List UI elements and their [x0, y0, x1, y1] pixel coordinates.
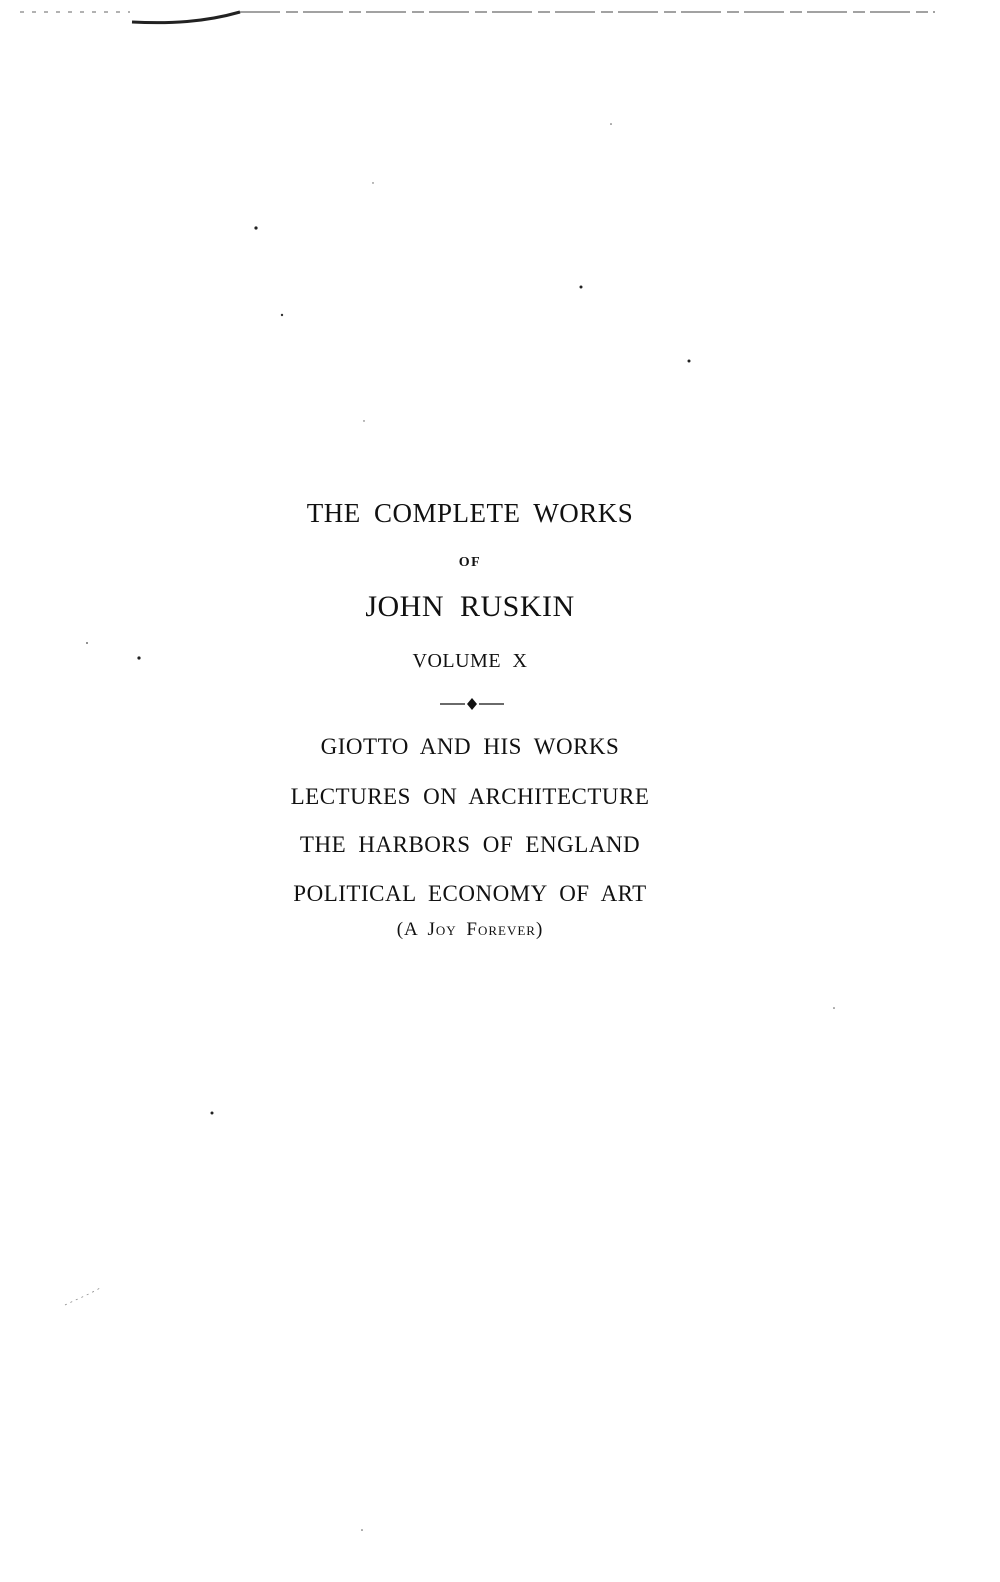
diamond-ornament-icon	[440, 696, 504, 712]
contents-subtitle: (A Joy Forever)	[396, 919, 544, 940]
volume-number: VOLUME X	[412, 650, 528, 672]
contents-item-political-economy: POLITICAL ECONOMY OF ART	[293, 881, 647, 906]
author-name: JOHN RUSKIN	[365, 590, 575, 623]
contents-item-harbors: THE HARBORS OF ENGLAND	[299, 832, 641, 857]
contents-item-lectures: LECTURES ON ARCHITECTURE	[290, 784, 650, 809]
contents-item-giotto: GIOTTO AND HIS WORKS	[320, 734, 620, 759]
of-label: OF	[458, 555, 482, 570]
series-title: THE COMPLETE WORKS	[306, 498, 634, 528]
